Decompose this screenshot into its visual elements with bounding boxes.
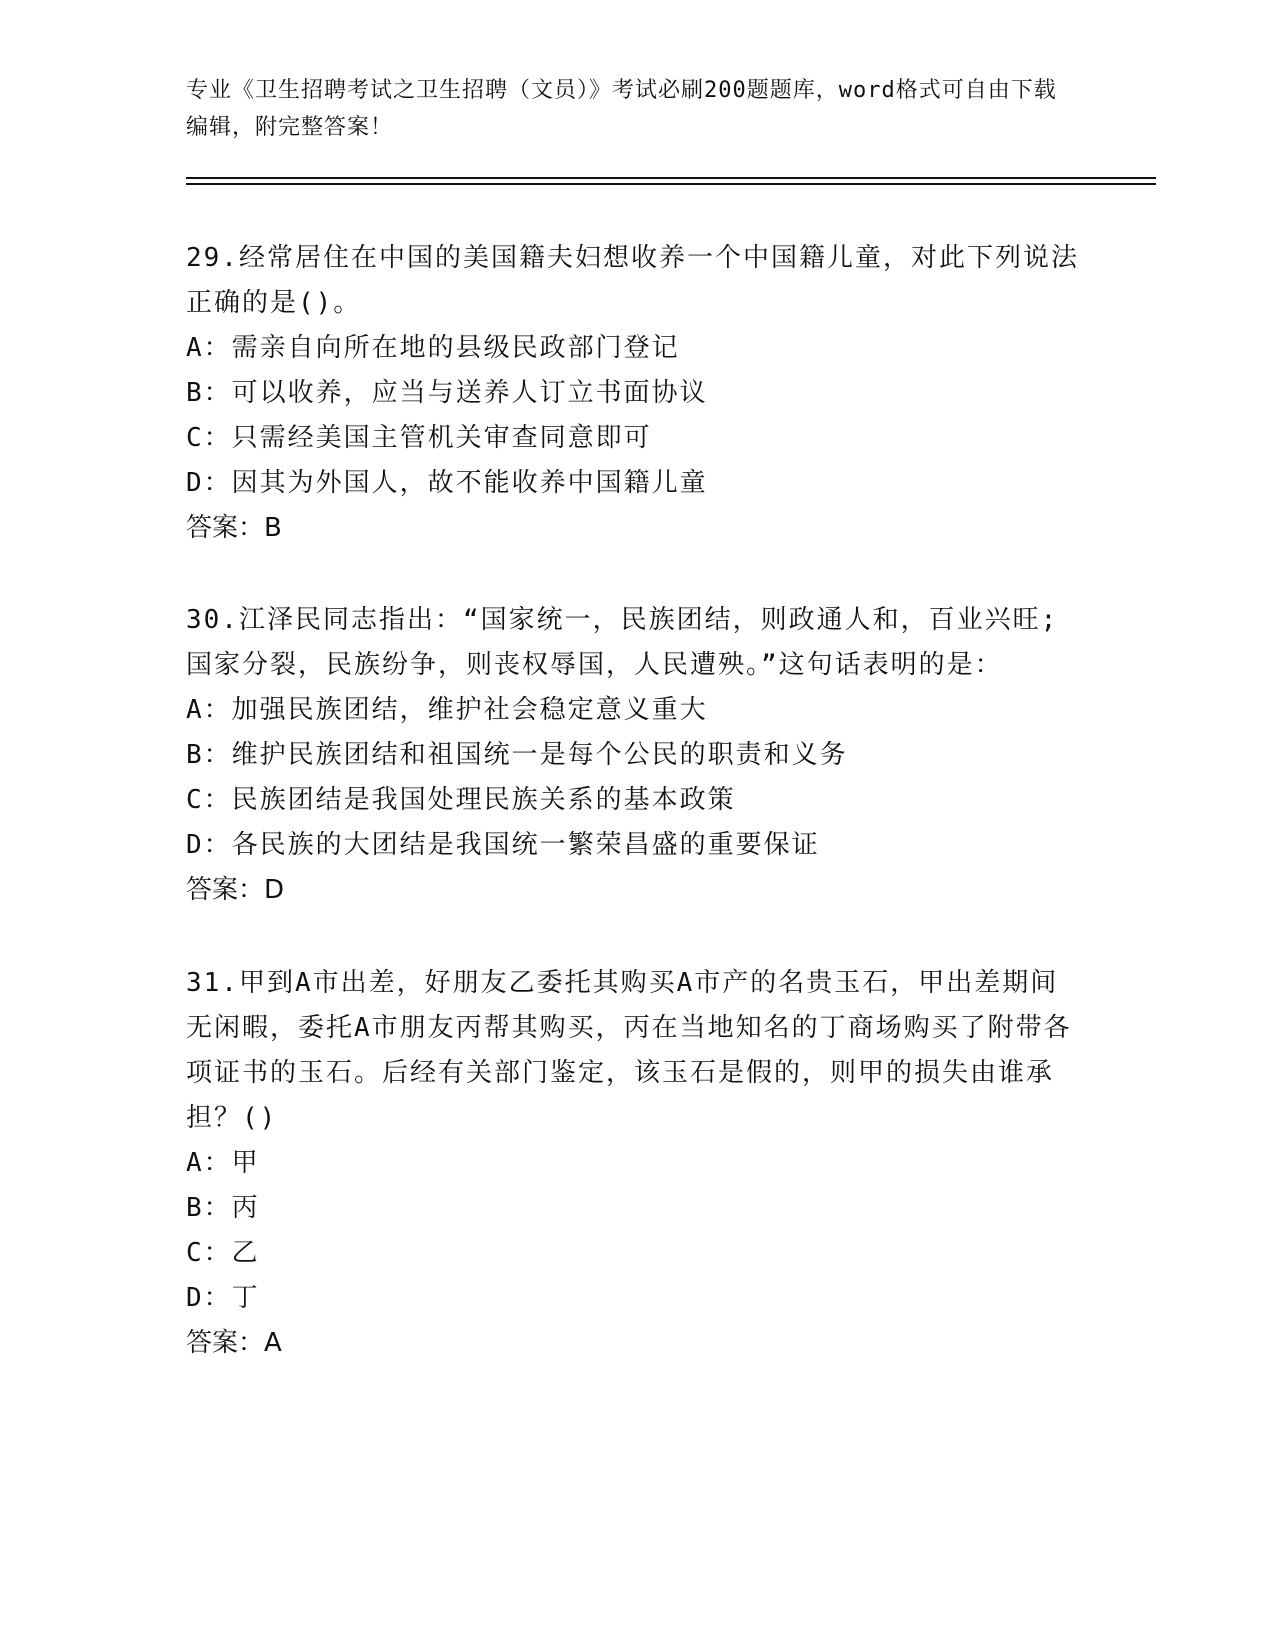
header-divider-top bbox=[186, 177, 1156, 179]
header-divider-bottom bbox=[186, 183, 1156, 185]
question-30 bbox=[186, 598, 1086, 913]
option-c: C：民族团结是我国处理民族关系的基本政策 bbox=[186, 785, 736, 815]
option-b: B：可以收养，应当与送养人订立书面协议 bbox=[186, 378, 708, 408]
question-31 bbox=[186, 961, 1086, 1366]
option-a: A：甲 bbox=[186, 1148, 260, 1178]
header-text: 专业《卫生招聘考试之卫生招聘（文员）》考试必刷200题题库，word格式可自由下载编辑，附完整答案！ bbox=[186, 78, 1057, 140]
question-29 bbox=[186, 236, 1086, 551]
option-b: B：维护民族团结和祖国统一是每个公民的职责和义务 bbox=[186, 740, 848, 770]
option-c: C：只需经美国主管机关审查同意即可 bbox=[186, 423, 652, 453]
document-header bbox=[186, 72, 1066, 146]
option-d: D：丁 bbox=[186, 1283, 260, 1313]
option-a: A：需亲自向所在地的县级民政部门登记 bbox=[186, 333, 680, 363]
option-c: C：乙 bbox=[186, 1238, 260, 1268]
answer: 答案：B bbox=[186, 513, 282, 543]
option-a: A：加强民族团结，维护社会稳定意义重大 bbox=[186, 695, 708, 725]
question-stem: 31.甲到A市出差，好朋友乙委托其购买A市产的名贵玉石，甲出差期间无闲暇，委托A市朋友丙帮其购买，丙在当地知名的丁商场购买了附带各项证书的玉石。后经有关部门鉴定，该玉石是假的，则甲的损失由谁承担？() bbox=[186, 968, 1072, 1133]
option-d: D：因其为外国人，故不能收养中国籍儿童 bbox=[186, 468, 708, 498]
answer: 答案：D bbox=[186, 875, 285, 905]
answer: 答案：A bbox=[186, 1328, 282, 1358]
question-stem: 30.江泽民同志指出：“国家统一，民族团结，则政通人和，百业兴旺;国家分裂，民族纷争，则丧权辱国，人民遭殃。”这句话表明的是： bbox=[186, 605, 1059, 680]
option-d: D：各民族的大团结是我国统一繁荣昌盛的重要保证 bbox=[186, 830, 820, 860]
question-stem: 29.经常居住在中国的美国籍夫妇想收养一个中国籍儿童，对此下列说法正确的是()。 bbox=[186, 243, 1079, 318]
option-b: B：丙 bbox=[186, 1193, 260, 1223]
